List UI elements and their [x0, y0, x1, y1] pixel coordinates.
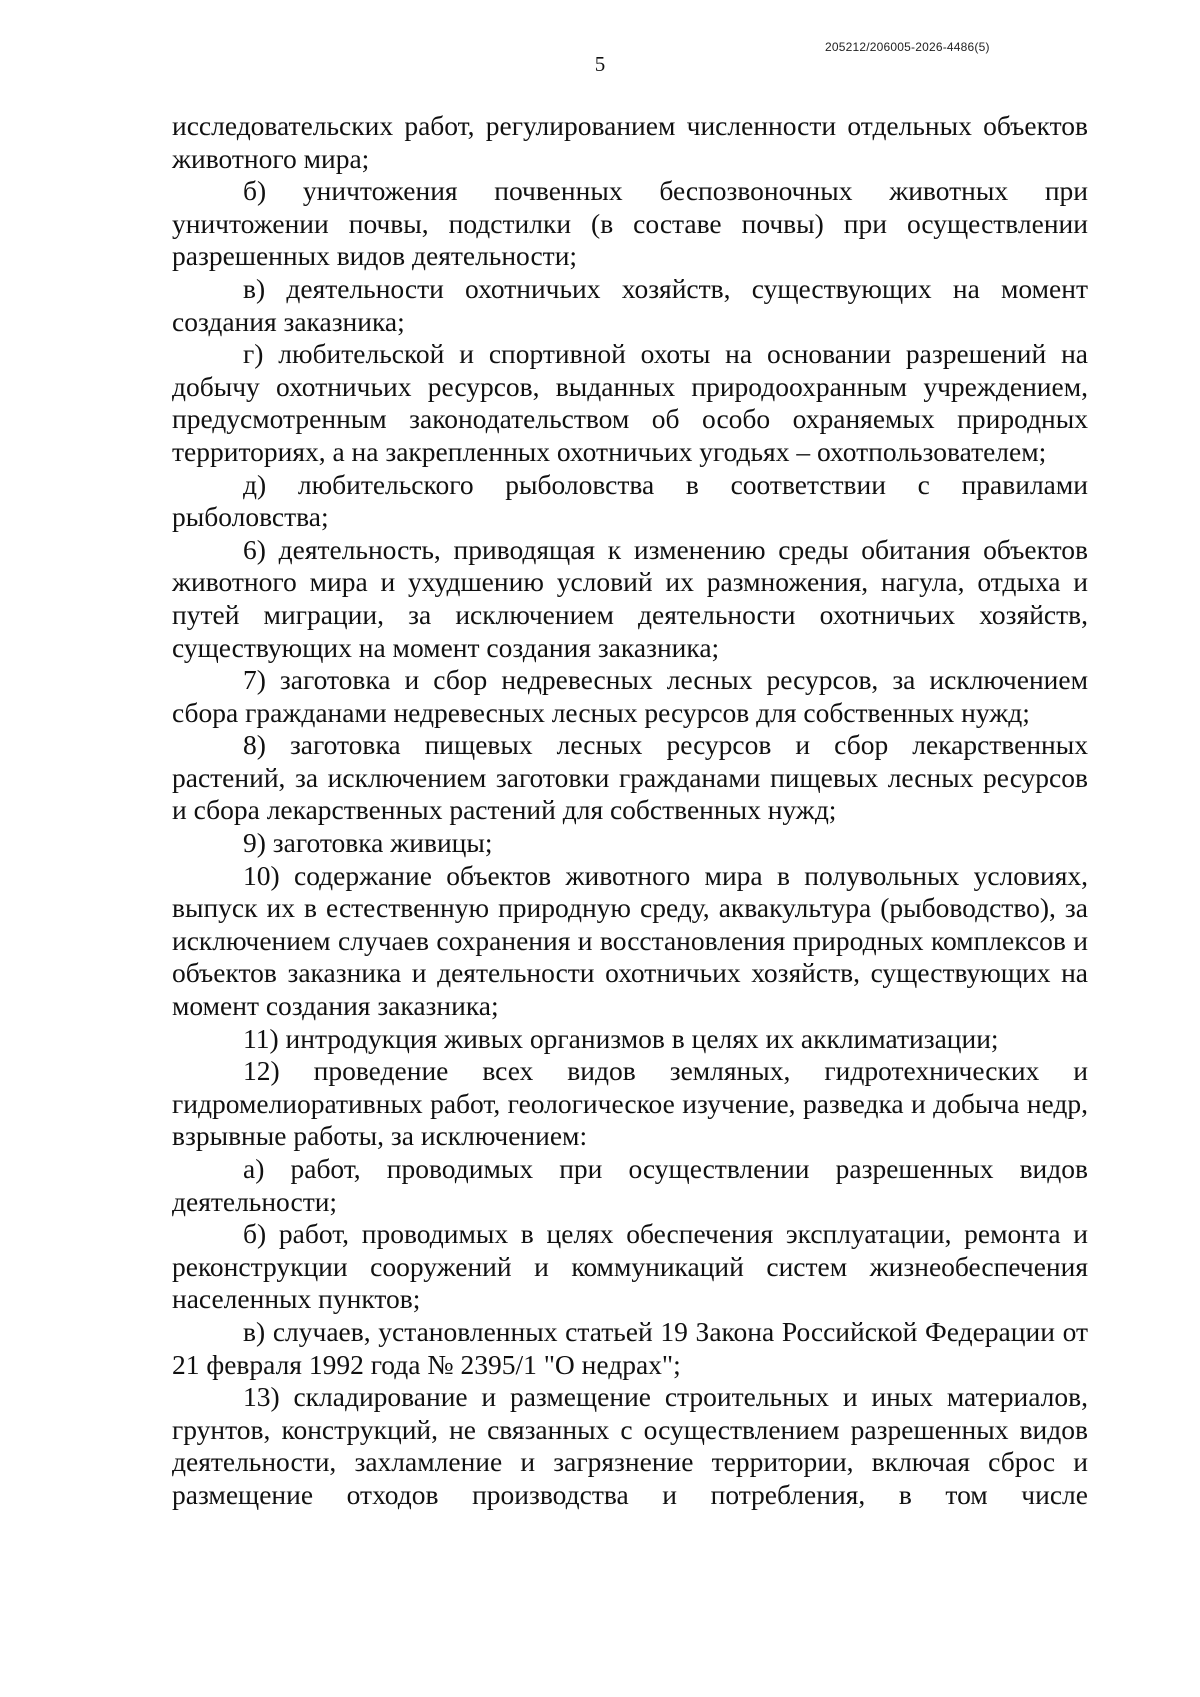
paragraph: 11) интродукция живых организмов в целях их акклиматизации;	[243, 1022, 999, 1054]
paragraph: исследовательских работ, регулированием численности отдельных объектов животного мира;	[172, 110, 1088, 174]
paragraph: г) любительской и спортивной охоты на основании разрешений на добычу охотничьих ресурсов, выданных природоохранным учреждением, предусмотренным законодательством об особо охраняемых природных территориях, а на закрепленных охотничьих угодьях – охотпользователем;	[172, 338, 1088, 467]
document-body	[172, 110, 1088, 1512]
paragraph: в) случаев, установленных статьей 19 Закона Российской Федерации от 21 февраля 1992 года № 2395/1 "О недрах";	[172, 1315, 1088, 1380]
paragraph: 13) складирование и размещение строительных и иных материалов, грунтов, конструкций, не связанных с осуществлением разрешенных видов деятельности, захламление и загрязнение территории, включая сброс и размещение отходов производства и потребления, в том числе	[172, 1381, 1088, 1510]
paragraph: 6) деятельность, приводящая к изменению среды обитания объектов животного мира и ухудшению условий их размножения, нагула, отдыха и путей миграции, за исключением деятельности охотничьих хозяйств, существующих на момент создания заказника;	[172, 533, 1088, 663]
document-id: 205212/206005-2026-4486(5)	[825, 40, 990, 54]
paragraph: 8) заготовка пищевых лесных ресурсов и сбор лекарственных растений, за исключением заготовки гражданами пищевых лесных ресурсов и сбора лекарственных растений для собственных нужд;	[172, 729, 1088, 826]
paragraph: 9) заготовка живицы;	[243, 827, 493, 859]
paragraph: а) работ, проводимых при осуществлении разрешенных видов деятельности;	[172, 1153, 1088, 1217]
paragraph: 10) содержание объектов животного мира в полувольных условиях, выпуск их в естественную природную среду, аквакультура (рыбоводство), за исключением случаев сохранения и восстановления природных комплексов и объектов заказника и деятельности охотничьих хозяйств, существующих на момент создания заказника;	[172, 859, 1088, 1022]
paragraph: 12) проведение всех видов земляных, гидротехнических и гидромелиоративных работ, геологическое изучение, разведка и добыча недр, взрывные работы, за исключением:	[172, 1055, 1088, 1152]
paragraph: б) работ, проводимых в целях обеспечения эксплуатации, ремонта и реконструкции сооружений и коммуникаций систем жизнеобеспечения населенных пунктов;	[172, 1218, 1088, 1315]
paragraph: 7) заготовка и сбор недревесных лесных ресурсов, за исключением сбора гражданами недревесных лесных ресурсов для собственных нужд;	[172, 664, 1088, 728]
paragraph: б) уничтожения почвенных беспозвоночных животных при уничтожении почвы, подстилки (в составе почвы) при осуществлении разрешенных видов деятельности;	[172, 175, 1088, 272]
paragraph: в) деятельности охотничьих хозяйств, существующих на момент создания заказника;	[172, 272, 1088, 337]
paragraph: д) любительского рыболовства в соответствии с правилами рыболовства;	[172, 468, 1088, 533]
page-number: 5	[594, 52, 606, 76]
